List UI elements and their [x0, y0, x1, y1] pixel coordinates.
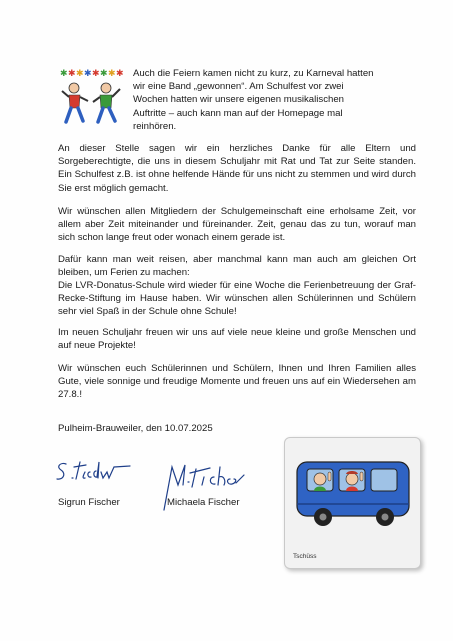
farewell-paragraph: Wir wünschen euch Schülerinnen und Schülern, Ihnen und Ihren Familien alles Gute, viele sonnige und freudige Momente und freuen uns auf ein Wiedersehen am 27.8.! — [58, 363, 416, 401]
svg-text:✱: ✱ — [60, 69, 68, 79]
card-label: Tschüss — [293, 553, 317, 560]
intro-paragraph — [133, 67, 416, 133]
thanks-paragraph: An dieser Stelle sagen wir ein herzliches Danke für alle Eltern und Sorgeberechtigte, die uns in diesem Schuljahr mit Rat und Tat zur Seite standen. Ein Schulfest z.B. ist ohne helfende Hände für uns nicht zu stemmen und wird durch Sie erst möglich gemacht. — [58, 143, 416, 194]
svg-text:✱: ✱ — [68, 69, 76, 79]
svg-text:✱: ✱ — [100, 69, 108, 79]
travel-paragraph: Dafür kann man weit reisen, aber manchmal kann man auch am gleichen Ort bleiben, um Ferien zu machen: — [58, 254, 416, 279]
dancing-children-icon — [60, 81, 124, 125]
signer-right-name: Michaela Fischer — [167, 497, 240, 508]
bus-icon — [295, 460, 413, 528]
svg-text:✱: ✱ — [84, 69, 92, 79]
confetti-stars-icon — [60, 67, 126, 79]
intro-line: Auch die Feiern kamen nicht zu kurz, zu Karneval hatten — [133, 68, 374, 79]
signature-left-icon — [54, 458, 134, 488]
new-year-paragraph: Im neuen Schuljahr freuen wir uns auf viele neue kleine und große Menschen und auf neue Projekte! — [58, 327, 416, 352]
svg-text:✱: ✱ — [116, 69, 124, 79]
intro-line: wir eine Band „gewonnen“. Am Schulfest vor zwei — [133, 81, 344, 93]
intro-line: Wochen hatten wir unsere eigenen musikalischen — [133, 94, 345, 106]
svg-text:✱: ✱ — [92, 69, 100, 79]
tschuess-card — [284, 437, 421, 569]
wishes-paragraph: Wir wünschen allen Mitgliedern der Schulgemeinschaft eine erholsame Zeit, vor allem aber Zeit miteinander und füreinander. Zeit, genau das zu tun, worauf man sich schon lange freut oder wonach einem gerade ist. — [58, 206, 416, 244]
date-line: Pulheim-Brauweiler, den 10.07.2025 — [58, 423, 213, 434]
holiday-care-paragraph: Die LVR-Donatus-Schule wird wieder für eine Woche die Ferienbetreuung der Graf-Recke-Stiftung im Hause haben. Wir wünschen allen Schülerinnen und Schülern sehr viel Spaß in der Schule ohne Schule! — [58, 280, 416, 318]
svg-text:✱: ✱ — [76, 69, 84, 79]
intro-line: reinhören. — [133, 120, 177, 132]
svg-text:✱: ✱ — [108, 69, 116, 79]
intro-line: Auftritte – auch kann man auf der Homepage mal — [133, 107, 343, 119]
signer-left-name: Sigrun Fischer — [58, 497, 120, 508]
